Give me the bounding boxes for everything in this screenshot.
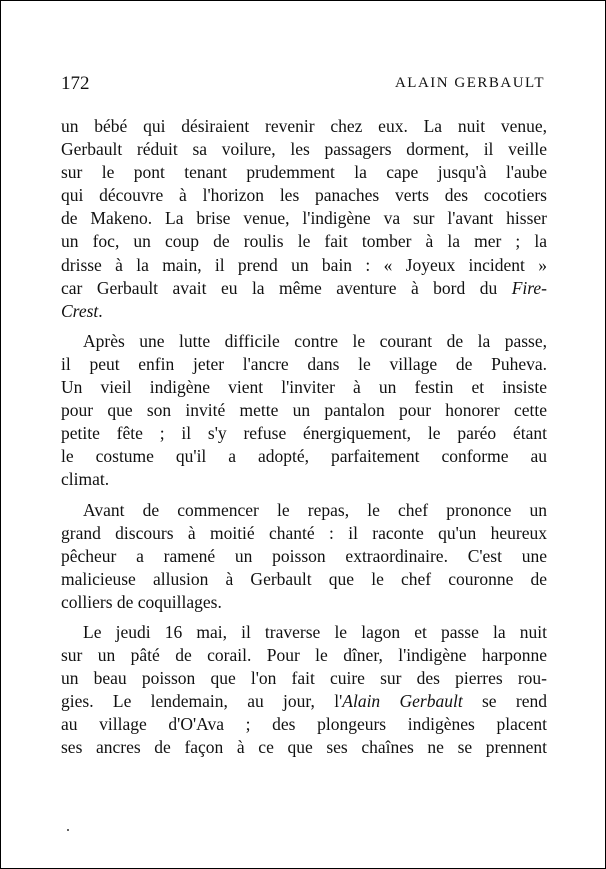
text-segment: drisse à la main, il prend un bain : « Joyeux incident » (61, 254, 547, 275)
italic-text: Alain Gerbault (342, 691, 463, 712)
text-segment: de Makeno. La brise venue, l'indigène va sur l'avant hisser (61, 208, 547, 229)
text-segment: un beau poisson que l'on fait cuire sur des pierres rou- (61, 668, 547, 689)
text-segment: gies. Le lendemain, au jour, l' (61, 691, 343, 712)
text-line (61, 207, 547, 230)
text-segment: Le jeudi 16 mai, il traverse le lagon et passe la nuit (83, 621, 547, 642)
page-header (61, 73, 545, 97)
text-line (61, 376, 547, 399)
text-segment: grand discours à moitié chanté : il raconte qu'un heureux (61, 522, 547, 543)
text-segment: Après une lutte difficile contre le courant de la passe, (83, 330, 547, 351)
text-line (61, 545, 547, 568)
text-line (61, 713, 547, 736)
text-line (61, 115, 547, 138)
text-line (61, 621, 547, 644)
text-segment: pêcheur a ramené un poisson extraordinaire. C'est une (61, 545, 547, 566)
italic-text: Fire- (511, 277, 547, 298)
text-segment: Avant de commencer le repas, le chef prononce un (83, 499, 547, 520)
italic-text: Crest (61, 300, 99, 321)
text-segment: se rend (462, 691, 547, 712)
text-line (61, 399, 547, 422)
text-segment: le costume qu'il a adopté, parfaitement conforme au (61, 446, 547, 467)
text-line (61, 736, 547, 759)
text-line (61, 277, 547, 300)
text-segment: . (98, 300, 103, 321)
scan-speck (67, 829, 69, 831)
text-segment: car Gerbault avait eu la même aventure à bord du (61, 277, 512, 298)
text-segment: au village d'O'Ava ; des plongeurs indigènes placent (61, 714, 547, 735)
text-segment: pour que son invité mette un pantalon pour honorer cette (61, 400, 547, 421)
page-number: 172 (61, 73, 90, 94)
running-head: ALAIN GERBAULT (394, 75, 545, 91)
text-line (61, 591, 547, 614)
text-line (61, 330, 547, 353)
text-line (61, 138, 547, 161)
text-segment: malicieuse allusion à Gerbault que le chef couronne de (61, 568, 547, 589)
text-line (61, 690, 547, 713)
text-segment: sur le pont tenant prudemment la cape jusqu'à l'aube (61, 162, 547, 183)
body-text (61, 115, 547, 760)
text-segment: qui découvre à l'horizon les panaches verts des cocotiers (61, 185, 547, 206)
text-line (61, 230, 547, 253)
text-segment: Un vieil indigène vient l'inviter à un festin et insiste (61, 377, 547, 398)
text-line (61, 161, 547, 184)
text-line (61, 667, 547, 690)
text-line (61, 499, 547, 522)
text-line (61, 644, 547, 667)
text-line (61, 522, 547, 545)
text-line (61, 445, 547, 468)
text-segment: il peut enfin jeter l'ancre dans le village de Puheva. (61, 353, 547, 374)
text-line (61, 568, 547, 591)
text-line (61, 353, 547, 376)
text-segment: sur un pâté de corail. Pour le dîner, l'indigène harponne (61, 645, 547, 666)
text-segment: petite fête ; il s'y refuse énergiquement, le paréo étant (61, 423, 547, 444)
text-line (61, 254, 547, 277)
text-segment: climat. (61, 469, 110, 490)
text-line (61, 300, 547, 323)
text-segment: ses ancres de façon à ce que ses chaînes ne se prennent (61, 737, 547, 758)
text-segment: un foc, un coup de roulis le fait tomber à la mer ; la (61, 231, 547, 252)
text-line (61, 468, 547, 491)
text-line (61, 422, 547, 445)
text-segment: Gerbault réduit sa voilure, les passagers dorment, il veille (61, 139, 547, 160)
text-segment: un bébé qui désiraient revenir chez eux. La nuit venue, (61, 116, 547, 136)
text-line (61, 184, 547, 207)
text-segment: colliers de coquillages. (61, 591, 222, 612)
